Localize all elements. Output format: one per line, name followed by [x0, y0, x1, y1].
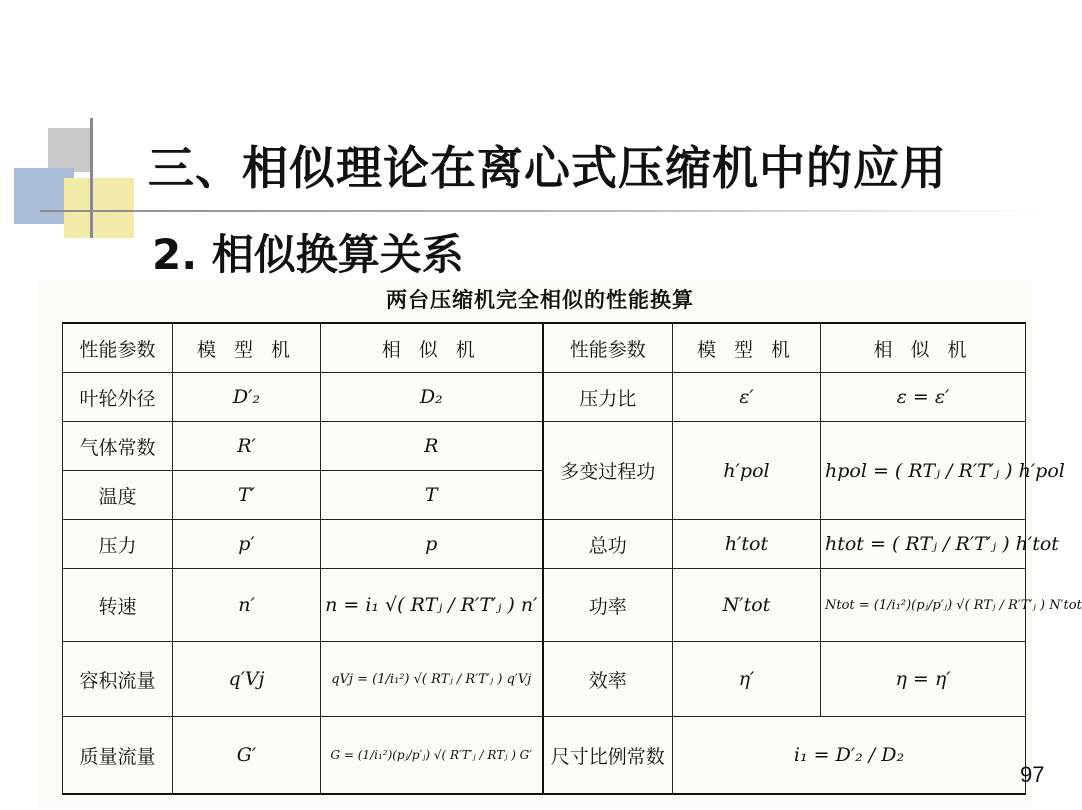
table-row	[63, 569, 1026, 642]
similar-cell: η = η′	[821, 642, 1026, 717]
param-cell: 效率	[543, 642, 673, 717]
decorative-square-gray	[48, 128, 92, 172]
header-similar-right: 相 似 机	[821, 323, 1026, 373]
similar-cell: qVj = (1/i₁²) √( RTⱼ / R′T′ⱼ ) q′Vj	[321, 642, 543, 717]
similar-cell: n = i₁ √( RTⱼ / R′T′ⱼ ) n′	[321, 569, 543, 642]
header-similar-left: 相 似 机	[321, 323, 543, 373]
param-cell: 压力	[63, 520, 173, 569]
page-number: 97	[1020, 762, 1045, 787]
param-cell: 多变过程功	[543, 422, 673, 520]
table-row	[63, 717, 1026, 795]
similar-cell: G = (1/i₁²)(pⱼ/p′ⱼ) √( R′T′ⱼ / RTⱼ ) G′	[321, 717, 543, 795]
model-cell: p′	[173, 520, 321, 569]
model-cell: h′tot	[673, 520, 821, 569]
param-cell: 叶轮外径	[63, 373, 173, 422]
slide-subtitle: 2. 相似换算关系	[152, 230, 464, 279]
table-row	[63, 642, 1026, 717]
similar-cell: i₁ = D′₂ / D₂	[673, 717, 1026, 795]
decorative-vertical-line	[90, 118, 93, 238]
param-cell: 容积流量	[63, 642, 173, 717]
table-header-row	[63, 323, 1026, 373]
header-param-left: 性能参数	[63, 323, 173, 373]
table-caption: 两台压缩机完全相似的性能换算	[386, 288, 694, 312]
decorative-square-yellow	[64, 178, 134, 238]
model-cell: η′	[673, 642, 821, 717]
similar-cell: ε = ε′	[821, 373, 1026, 422]
header-model-right: 模 型 机	[673, 323, 821, 373]
model-cell: h′pol	[673, 422, 821, 520]
similar-cell: Ntot = (1/i₁²)(pⱼ/p′ⱼ) √( RTⱼ / R′T′ⱼ ) N′tot	[821, 569, 1026, 642]
model-cell: N′tot	[673, 569, 821, 642]
table-row	[63, 373, 1026, 422]
param-cell: 总功	[543, 520, 673, 569]
param-cell: 功率	[543, 569, 673, 642]
similar-cell: T	[321, 471, 543, 520]
param-cell: 温度	[63, 471, 173, 520]
title-underline	[40, 210, 1040, 212]
table-row	[63, 520, 1026, 569]
similar-cell: hpol = ( RTⱼ / R′T′ⱼ ) h′pol	[821, 422, 1026, 520]
model-cell: n′	[173, 569, 321, 642]
similar-cell: p	[321, 520, 543, 569]
header-param-right: 性能参数	[543, 323, 673, 373]
table-row	[63, 422, 1026, 471]
similar-cell: htot = ( RTⱼ / R′T′ⱼ ) h′tot	[821, 520, 1026, 569]
model-cell: q′Vj	[173, 642, 321, 717]
param-cell: 尺寸比例常数	[543, 717, 673, 795]
slide-title: 三、相似理论在离心式压缩机中的应用	[148, 141, 947, 195]
model-cell: R′	[173, 422, 321, 471]
model-cell: ε′	[673, 373, 821, 422]
param-cell: 气体常数	[63, 422, 173, 471]
model-cell: D′₂	[173, 373, 321, 422]
model-cell: T′	[173, 471, 321, 520]
similar-cell: R	[321, 422, 543, 471]
header-model-left: 模 型 机	[173, 323, 321, 373]
param-cell: 转速	[63, 569, 173, 642]
param-cell: 压力比	[543, 373, 673, 422]
param-cell: 质量流量	[63, 717, 173, 795]
similar-cell: D₂	[321, 373, 543, 422]
model-cell: G′	[173, 717, 321, 795]
